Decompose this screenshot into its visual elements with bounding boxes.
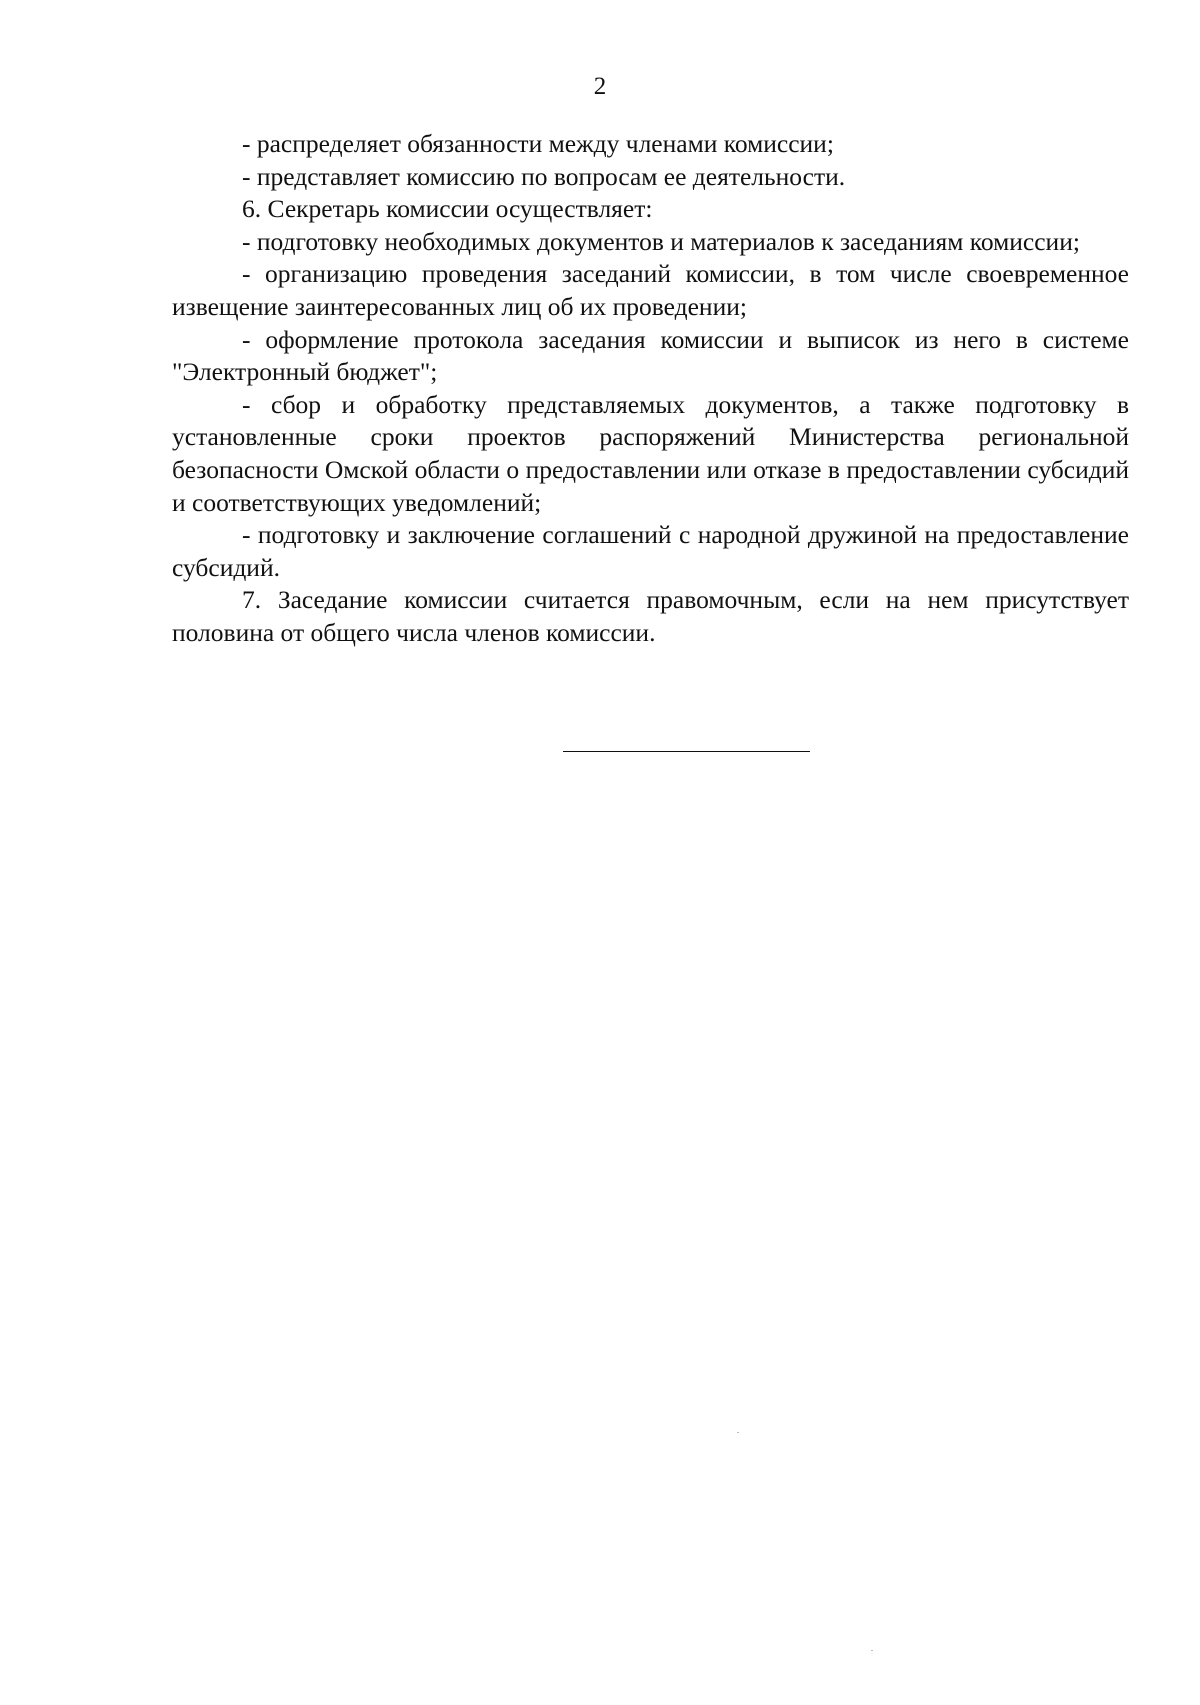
scan-artifact bbox=[737, 1432, 739, 1433]
paragraph-duties-distribution: - распределяет обязанности между членами комиссии; bbox=[242, 129, 834, 158]
paragraph-quorum: 7. Заседание комиссии считается правомочным, если на нем присутствует половина от общего числа членов комиссии. bbox=[172, 585, 1129, 647]
paragraph-document-processing: - сбор и обработку представляемых документов, а также подготовку в установленные сроки проектов распоряжений Министерства региональной безопасности Омской области о предоставлении или отказе в предоставлении субсидий и соответствующих уведомлений; bbox=[172, 389, 1129, 517]
scan-artifact bbox=[871, 1650, 873, 1651]
page-number: 2 bbox=[593, 73, 607, 100]
paragraph-agreements: - подготовку и заключение соглашений с народной дружиной на предоставление субсидий. bbox=[172, 520, 1129, 582]
paragraph-protocol-registration: - оформление протокола заседания комиссии и выписок из него в системе "Электронный бюджет"; bbox=[172, 324, 1129, 387]
document-body bbox=[172, 128, 1129, 650]
paragraph-secretary-heading: 6. Секретарь комиссии осуществляет: bbox=[242, 194, 653, 224]
end-separator-line bbox=[563, 751, 810, 752]
paragraph-meeting-organization: - организацию проведения заседаний комиссии, в том числе своевременное извещение заинтересованных лиц об их проведении; bbox=[172, 259, 1129, 321]
paragraph-representation: - представляет комиссию по вопросам ее деятельности. bbox=[242, 161, 846, 191]
paragraph-document-preparation: - подготовку необходимых документов и материалов к заседаниям комиссии; bbox=[242, 226, 1080, 256]
